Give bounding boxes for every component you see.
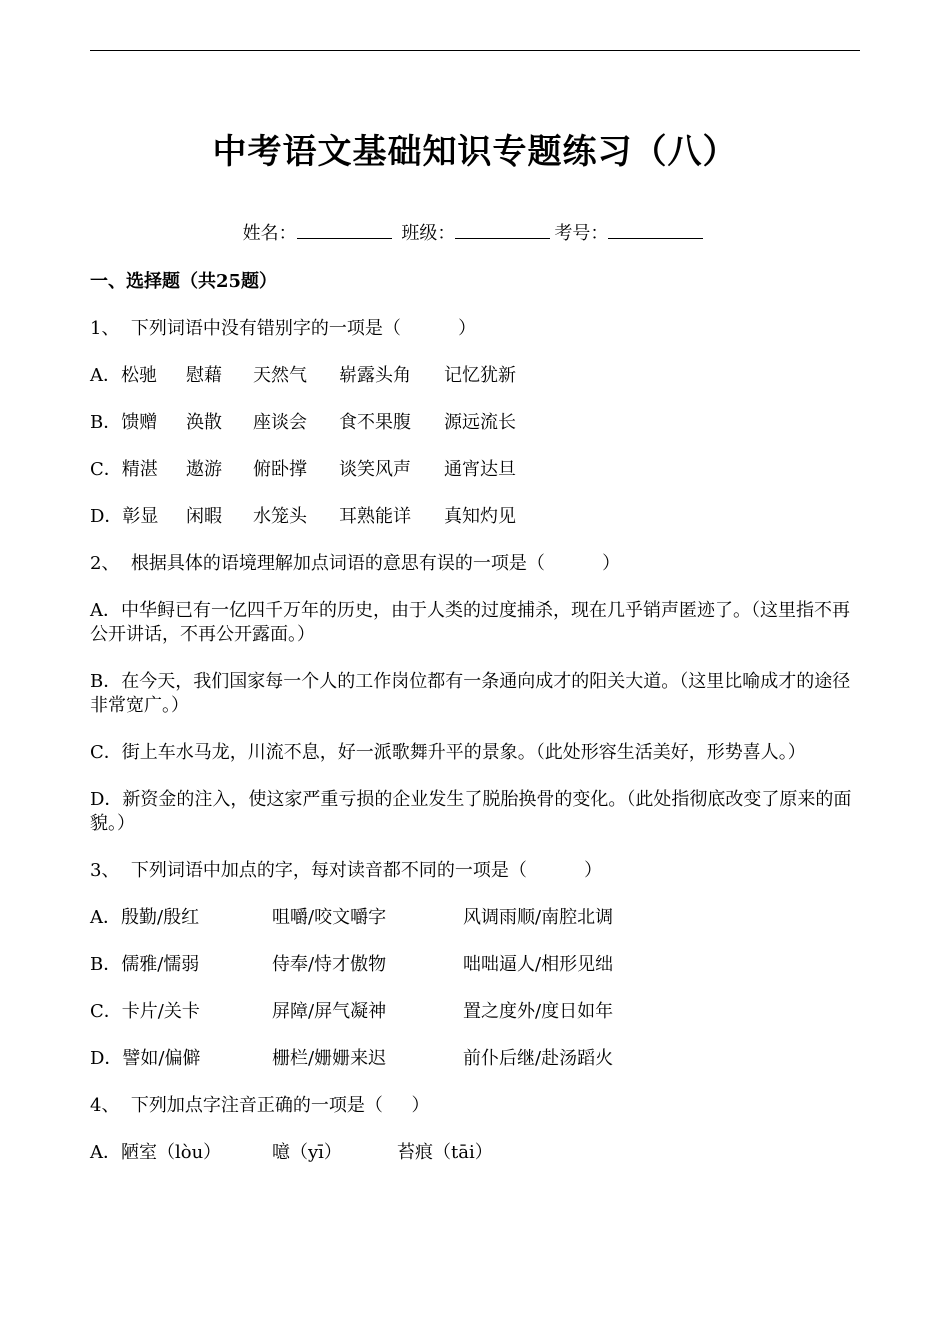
- question-1-option-b: [90, 411, 855, 458]
- option-word: D．譬如/偏僻: [90, 1048, 201, 1069]
- option-word: 苔痕（tāi）: [397, 1142, 493, 1163]
- question-2-option-b: B．在今天，我们国家每一个人的工作岗位都有一条通向成才的阳关大道。（这里比喻成才的途径非常宽广。）: [90, 671, 851, 716]
- option-word: D．彰显: [90, 506, 159, 527]
- option-word: C．卡片/关卡: [90, 1001, 200, 1022]
- question-2-option-d: D．新资金的注入，使这家严重亏损的企业发生了脱胎换骨的变化。（此处指彻底改变了原来的面貌。）: [90, 789, 852, 834]
- option-word: A．殷勤/殷红: [90, 907, 200, 928]
- question-3-option-b: [90, 953, 855, 1000]
- option-word: C．精湛: [90, 459, 158, 480]
- option-word: B．儒雅/懦弱: [90, 954, 200, 975]
- question-3-stem: 3、 下列词语中加点的字，每对读音都不同的一项是（ ）: [90, 860, 603, 881]
- question-1-stem: 1、 下列词语中没有错别字的一项是（ ）: [90, 318, 477, 339]
- option-word: 座谈会: [253, 412, 307, 433]
- option-word: 通宵达旦: [444, 459, 516, 480]
- option-word: 闲暇: [186, 506, 222, 527]
- question-3-option-a: [90, 906, 855, 953]
- question-2-option-a: A．中华鲟已有一亿四千万年的历史，由于人类的过度捕杀，现在几乎销声匿迹了。（这里指不再公开讲话，不再公开露面。）: [90, 600, 850, 645]
- name-blank[interactable]: [297, 220, 392, 239]
- question-4-option-a: [90, 1141, 855, 1188]
- option-word: 屏障/屏气凝神: [272, 1001, 387, 1022]
- number-blank[interactable]: [608, 220, 703, 239]
- option-word: 水笼头: [253, 506, 307, 527]
- option-word: 记忆犹新: [444, 365, 516, 386]
- option-word: 崭露头角: [339, 365, 411, 386]
- option-word: 慰藉: [186, 365, 222, 386]
- option-word: B．馈赠: [90, 412, 158, 433]
- question-3-option-c: [90, 1000, 855, 1047]
- option-word: 俯卧撑: [253, 459, 307, 480]
- option-word: 真知灼见: [444, 506, 516, 527]
- option-word: A．松驰: [90, 365, 157, 386]
- header-rule: [90, 50, 860, 51]
- question-body: [90, 270, 855, 1188]
- option-word: 咄咄逼人/相形见绌: [463, 954, 614, 975]
- option-word: 涣散: [186, 412, 222, 433]
- option-word: A．陋室（lòu）: [90, 1142, 222, 1163]
- option-word: 耳熟能详: [339, 506, 411, 527]
- class-blank[interactable]: [455, 220, 550, 239]
- option-word: 食不果腹: [339, 412, 411, 433]
- option-word: 源远流长: [444, 412, 516, 433]
- option-word: 侍奉/恃才傲物: [272, 954, 387, 975]
- option-word: 前仆后继/赴汤蹈火: [463, 1048, 614, 1069]
- question-4-stem: 4、 下列加点字注音正确的一项是（ ）: [90, 1095, 430, 1116]
- question-1-option-c: [90, 458, 855, 505]
- name-label: 姓名：: [242, 223, 297, 244]
- option-word: 噫（yī）: [272, 1142, 342, 1163]
- option-word: 天然气: [253, 365, 307, 386]
- class-label: 班级：: [401, 223, 456, 244]
- option-word: 咀嚼/咬文嚼字: [272, 907, 387, 928]
- question-2-option-c: C．街上车水马龙，川流不息，好一派歌舞升平的景象。（此处形容生活美好，形势喜人。）: [90, 742, 806, 763]
- student-info-line: [0, 220, 950, 247]
- option-word: 遨游: [186, 459, 222, 480]
- option-word: 栅栏/姗姗来迟: [272, 1048, 387, 1069]
- question-1-option-a: [90, 364, 855, 411]
- question-2-stem: 2、 根据具体的语境理解加点词语的意思有误的一项是（ ）: [90, 553, 621, 574]
- option-word: 谈笑风声: [339, 459, 411, 480]
- number-label: 考号：: [554, 223, 609, 244]
- section-heading: 一、选择题（共25题）: [90, 271, 278, 292]
- page-title: 中考语文基础知识专题练习（八）: [212, 132, 738, 172]
- option-word: 风调雨顺/南腔北调: [463, 907, 614, 928]
- question-1-option-d: [90, 505, 855, 552]
- option-word: 置之度外/度日如年: [463, 1001, 614, 1022]
- question-3-option-d: [90, 1047, 855, 1094]
